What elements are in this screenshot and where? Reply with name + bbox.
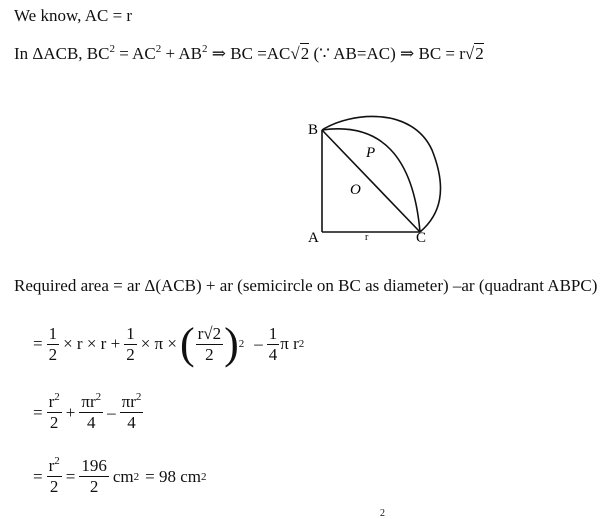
equals: = [33, 402, 43, 422]
quadrant-arc [322, 129, 420, 232]
sup: 2 [95, 391, 102, 403]
equals: = [33, 466, 43, 486]
frac-half [47, 324, 60, 365]
text: πr [81, 392, 96, 411]
num: r√2 [197, 323, 222, 343]
line-required-area: Required area = ar Δ(ACB) + ar (semicircle on BC as diameter) –ar (quadrant ABPC) [14, 276, 598, 295]
label-B: B [308, 122, 319, 138]
equals: = [65, 466, 76, 486]
frac-r2-over-2 [47, 392, 62, 433]
plus: + [65, 402, 76, 422]
line-pythagoras [14, 44, 484, 64]
den: 2 [126, 344, 135, 364]
den: 4 [86, 413, 96, 432]
frac-r2-over-2 [47, 456, 62, 497]
num [47, 456, 62, 477]
unit: cm [112, 466, 134, 486]
label-O: O [350, 182, 361, 198]
sup: 2 [135, 391, 142, 403]
paren-open: ( [179, 319, 195, 368]
frac-pir2-over-4 [79, 392, 103, 433]
sup: 2 [155, 43, 162, 55]
segment-BC [322, 130, 420, 232]
text: π r [280, 334, 299, 353]
den: 2 [48, 344, 58, 364]
radicand: 2 [300, 44, 310, 63]
text: In ΔACB, BC [14, 44, 110, 63]
step-2 [30, 392, 144, 433]
den: 2 [205, 344, 214, 364]
den: 2 [49, 477, 59, 496]
num: 1 [48, 323, 58, 343]
frac-pir2-over-4 [120, 392, 144, 433]
num: 1 [268, 323, 278, 343]
den: 2 [49, 413, 59, 432]
step-3: = $\frac{r^2}{2}$ = $\frac{196}{2}$ cm 2 = 98 cm 2 [33, 455, 207, 496]
frac-inner [196, 324, 224, 365]
den: 2 [89, 477, 99, 496]
text: r [48, 456, 55, 475]
text: r [48, 392, 55, 411]
result: = 98 cm [145, 466, 201, 486]
den: 4 [268, 344, 278, 364]
minus: – [107, 402, 116, 422]
den: 4 [127, 413, 136, 432]
sup: 2 [202, 43, 208, 55]
frac-196-over-2 [79, 456, 109, 497]
text: × π × [140, 334, 177, 353]
footer-mark: 2 [380, 508, 385, 519]
num: 196 [81, 456, 107, 475]
text: × r × r + [63, 334, 121, 353]
text: ⇒ BC =AC√ [207, 44, 300, 63]
frac-quarter [267, 324, 280, 365]
num: 1 [126, 323, 135, 343]
sup: 2 [54, 391, 60, 403]
text: (∵ AB=AC) ⇒ BC = r√ [309, 44, 475, 63]
sup: 2 [54, 455, 60, 467]
step-1: = $\frac{1}{2}$ × r × r + $\frac{1}{2}$ × π × ( $\frac{r√2}{2}$ ) 2 – $\frac{1}{4}$ π r 2 [33, 319, 305, 368]
label-C: C [416, 230, 427, 246]
label-r: r [365, 232, 369, 243]
minus: – [254, 334, 263, 353]
semicircle-arc [322, 116, 441, 232]
equals: = [33, 334, 43, 353]
line-we-know: We know, AC = r [14, 6, 133, 25]
text: + AB [161, 44, 203, 63]
num [120, 392, 144, 413]
num [47, 392, 62, 413]
label-A: A [308, 230, 319, 246]
radicand: 2 [475, 44, 484, 63]
num [79, 392, 103, 413]
text: πr [121, 392, 136, 411]
frac-half [124, 324, 137, 365]
sup: 2 [109, 43, 115, 55]
paren-close: ) [224, 319, 239, 368]
text: = AC [114, 44, 156, 63]
label-P: P [366, 145, 376, 161]
